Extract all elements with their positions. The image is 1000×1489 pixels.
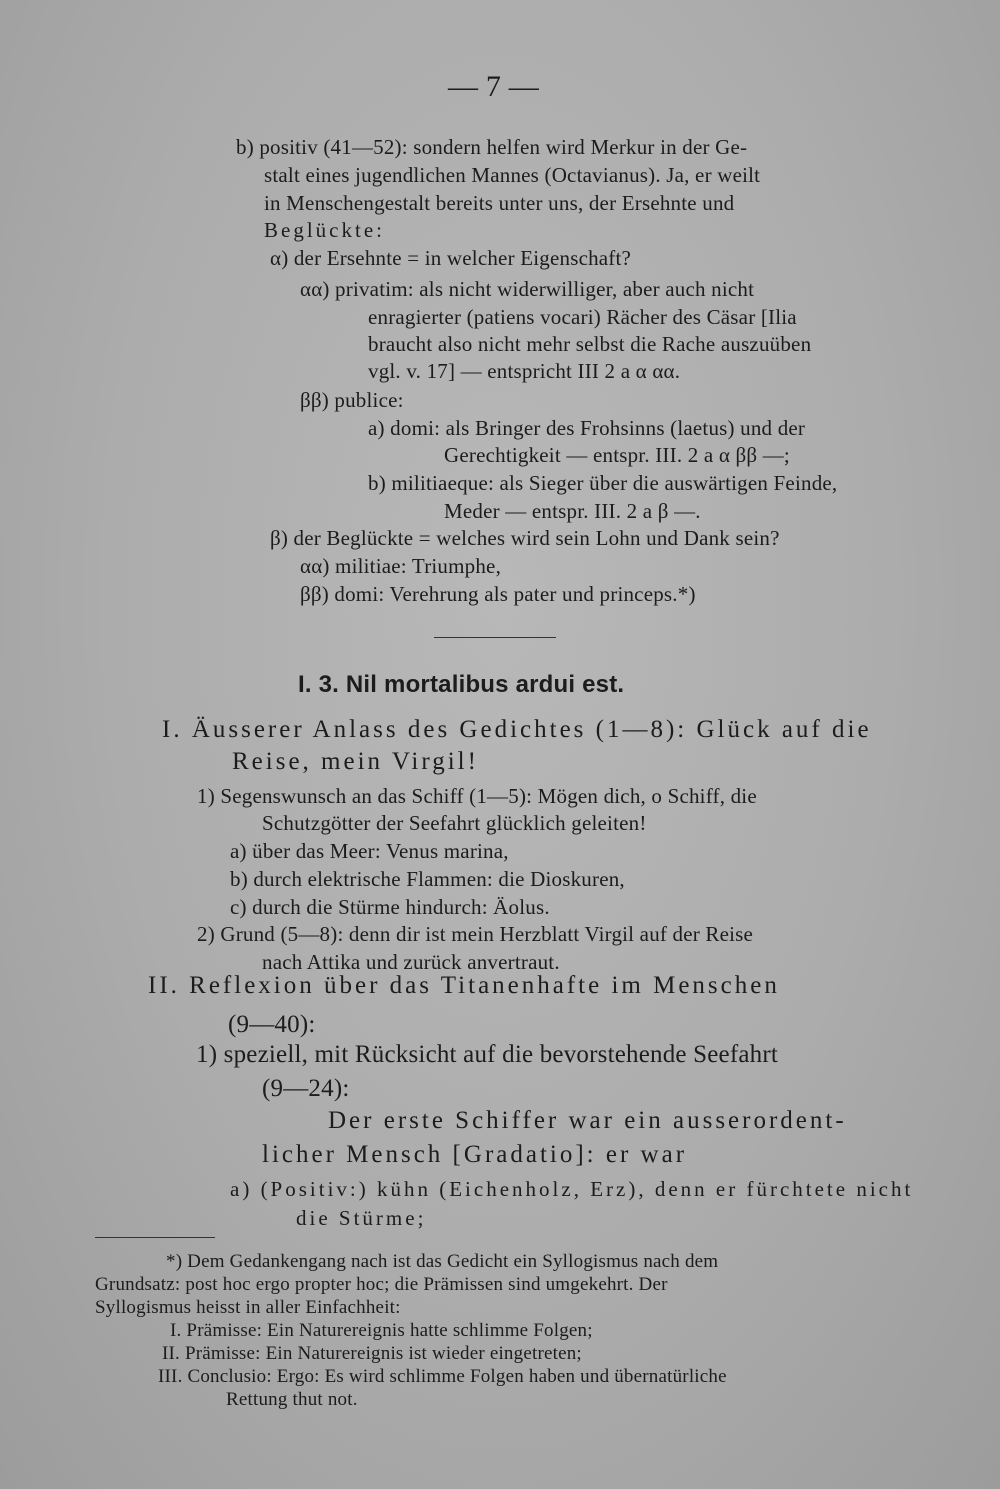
footnote-line: II. Prämisse: Ein Naturereignis ist wieder eingetreten; [162,1343,582,1364]
outline-line: β) der Beglückte = welches wird sein Lohn und Dank sein? [270,526,780,550]
outline-line-reflexion: II. Reflexion über das Titanenhafte im Menschen [148,972,780,999]
footnote-line: Rettung thut not. [226,1389,358,1410]
outline-line: vgl. v. 17] — entspricht III 2 a α αα. [368,359,681,383]
outline-line: α) der Ersehnte = in welcher Eigenschaft? [270,246,632,270]
outline-line: 2) Grund (5—8): denn dir ist mein Herzblatt Virgil auf der Reise [197,922,754,946]
outline-line: αα) privatim: als nicht widerwilliger, aber auch nicht [300,277,755,301]
page-number: — 7 — [448,70,539,103]
outline-line: Schutzgötter der Seefahrt glücklich geleiten! [262,811,647,835]
outline-line: enragierter (patiens vocari) Rächer des Cäsar [Ilia [368,305,797,329]
footnote-rule [95,1237,215,1238]
outline-line: ββ) domi: Verehrung als pater und princeps.*) [300,582,696,606]
outline-line: c) durch die Stürme hindurch: Äolus. [230,895,550,919]
section-heading: I. 3. Nil mortalibus ardui est. [298,671,625,698]
outline-line: αα) militiae: Triumphe, [300,554,502,578]
outline-line-anlass: I. Äusserer Anlass des Gedichtes (1—8): Glück auf die [162,716,872,743]
outline-line: Reise, mein Virgil! [232,748,479,775]
outline-line: 1) speziell, mit Rücksicht auf die bevorstehende Seefahrt [196,1041,779,1068]
outline-line: in Menschengestalt bereits unter uns, der Ersehnte und [264,191,735,215]
outline-line: b) durch elektrische Flammen: die Dioskuren, [230,867,625,891]
outline-line: licher Mensch [Gradatio]: er war [262,1141,688,1168]
footnote-line: Syllogismus heisst in aller Einfachheit: [95,1297,401,1318]
outline-line: Gerechtigkeit — entspr. III. 2 a α ββ —; [444,443,790,467]
footnote-line: III. Conclusio: Ergo: Es wird schlimme Folgen haben und übernatürliche [158,1366,727,1387]
outline-line: b) militiaeque: als Sieger über die auswärtigen Feinde, [368,471,838,495]
outline-line: (9—24): [262,1075,350,1102]
outline-line: a) domi: als Bringer des Frohsinns (laetus) und der [368,416,806,440]
outline-line: 1) Segenswunsch an das Schiff (1—5): Mögen dich, o Schiff, die [197,784,757,808]
footnote-line: I. Prämisse: Ein Naturereignis hatte schlimme Folgen; [170,1320,593,1341]
outline-line: Beglückte: [264,218,385,242]
outline-line: (9—40): [228,1011,316,1038]
section-divider [434,637,556,638]
footnote-line: *) Dem Gedankengang nach ist das Gedicht ein Syllogismus nach dem [166,1251,719,1272]
outline-line: braucht also nicht mehr selbst die Rache auszuüben [368,332,812,356]
outline-line: Meder — entspr. III. 2 a β —. [444,499,701,523]
outline-line: stalt eines jugendlichen Mannes (Octavianus). Ja, er weilt [264,163,761,187]
footnote-line: Grundsatz: post hoc ergo propter hoc; die Prämissen sind umgekehrt. Der [95,1274,668,1295]
outline-line-positiv: b) positiv (41—52): sondern helfen wird Merkur in der Ge- [236,135,748,159]
outline-line: a) (Positiv:) kühn (Eichenholz, Erz), denn er fürchtete nicht [230,1177,914,1201]
outline-line: ββ) publice: [300,388,404,412]
outline-line: a) über das Meer: Venus marina, [230,839,509,863]
outline-line: nach Attika und zurück anvertraut. [262,950,560,974]
outline-line: Der erste Schiffer war ein ausserordent- [328,1107,847,1134]
outline-line: die Stürme; [296,1206,427,1230]
